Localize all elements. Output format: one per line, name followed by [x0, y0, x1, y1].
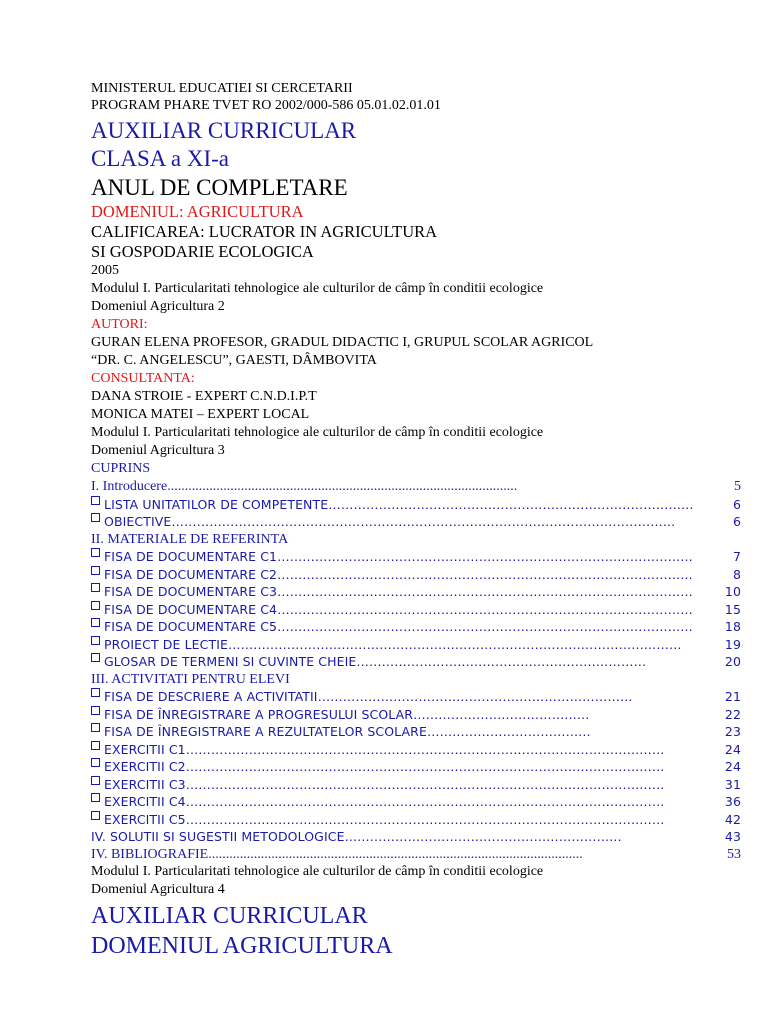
autori-line-2: “DR. C. ANGELESCU”, GAESTI, DÂMBOVITA: [91, 353, 377, 368]
toc-entry-leader: ………………………………………………………………………………………: [277, 601, 693, 617]
running-header-page: Domeniul Agricultura 4: [91, 882, 225, 897]
toc-entry-label: IV. SOLUTII SI SUGESTII METODOLOGICE: [91, 829, 345, 844]
checkbox-square-icon: [91, 706, 100, 715]
toc-entry-label: FISA DE DESCRIERE A ACTIVITATII: [104, 689, 318, 704]
toc-entry-label: PROIECT DE LECTIE: [104, 636, 228, 652]
toc-entry[interactable]: [91, 828, 741, 846]
toc-entry[interactable]: [91, 636, 741, 654]
checkbox-square-icon: [91, 758, 100, 767]
toc-entry-page: 42: [724, 811, 741, 827]
running-header-page: Domeniul Agricultura 3: [91, 443, 225, 458]
toc-entry-leader: …………………………………………………………: [344, 829, 622, 844]
toc-entry[interactable]: [91, 671, 741, 689]
toc-entry-leader: ………………………………………………………………………………………: [277, 566, 693, 582]
toc-entry-label: I. Introducere: [91, 479, 168, 494]
toc-entry[interactable]: [91, 706, 741, 724]
toc-entry-leader: ……………………………………………………………………………………………………: [185, 811, 665, 827]
toc-entry[interactable]: [91, 496, 741, 514]
toc-entry-leader: ……………………………………………………………………………………………………: [185, 741, 665, 757]
toc-entry-label: III. ACTIVITATI PENTRU ELEVI: [91, 671, 290, 687]
toc-entry[interactable]: [91, 688, 741, 706]
title-anul: ANUL DE COMPLETARE: [91, 175, 348, 200]
footer-auxiliar: AUXILIAR CURRICULAR: [91, 903, 368, 929]
title-auxiliar: AUXILIAR CURRICULAR: [91, 118, 357, 143]
toc-entry-leader: ……………………………………………………………………………………………………: [185, 759, 665, 774]
toc-entry-leader: …………………………………: [426, 724, 591, 739]
toc-entry-label: FISA DE DOCUMENTARE C2: [104, 566, 278, 582]
toc-entry-label: OBIECTIVE: [104, 514, 172, 529]
toc-entry-leader: ……………………………………: [413, 706, 590, 722]
toc-entry[interactable]: [91, 478, 741, 496]
running-header-modul: Modulul I. Particularitati tehnologice ale culturilor de câmp în conditii ecologice: [91, 425, 544, 440]
toc-entry[interactable]: [91, 548, 741, 566]
toc-entry-page: 21: [724, 689, 741, 704]
toc-entry-label: EXERCITII C1: [104, 741, 186, 757]
toc-entry[interactable]: [91, 531, 741, 549]
toc-entry-label: FISA DE DOCUMENTARE C1: [104, 549, 278, 564]
toc-entry-label: IV. BIBLIOGRAFIE: [91, 846, 209, 862]
toc-entry-label: FISA DE DOCUMENTARE C5: [104, 619, 278, 634]
toc-entry-page: 20: [724, 654, 741, 669]
checkbox-square-icon: [91, 513, 100, 522]
toc-entry-leader: …………………………………………………………………………………………………………: [171, 514, 676, 529]
toc-entry-page: 18: [724, 619, 741, 634]
toc-entry-label: GLOSAR DE TERMENI SI CUVINTE CHEIE: [104, 654, 357, 669]
toc-entry-page: 22: [724, 706, 741, 722]
title-clasa: CLASA a XI-a: [91, 146, 229, 171]
checkbox-square-icon: [91, 653, 100, 662]
checkbox-square-icon: [91, 636, 100, 645]
toc-entry[interactable]: [91, 618, 741, 636]
document-page: [91, 80, 741, 961]
calificarea-line-2: SI GOSPODARIE ECOLOGICA: [91, 242, 314, 261]
checkbox-square-icon: [91, 618, 100, 627]
autori-heading: AUTORI:: [91, 317, 148, 332]
toc-entry-page: 6: [732, 496, 741, 512]
consultanta-line-2: MONICA MATEI – EXPERT LOCAL: [91, 407, 310, 422]
consultanta-line-1: DANA STROIE - EXPERT C.N.D.I.P.T: [91, 389, 317, 404]
toc-entry[interactable]: [91, 513, 741, 531]
toc-entry-page: 7: [732, 549, 741, 564]
toc-entry-page: 31: [724, 776, 741, 792]
checkbox-square-icon: [91, 776, 100, 785]
toc-entry[interactable]: [91, 758, 741, 776]
toc-entry-page: 19: [724, 636, 741, 652]
domeniul-heading: DOMENIUL: AGRICULTURA: [91, 202, 304, 221]
toc-entry[interactable]: [91, 776, 741, 794]
toc-entry[interactable]: [91, 811, 741, 829]
toc-entry-page: 53: [727, 846, 741, 862]
toc-entry[interactable]: [91, 653, 741, 671]
toc-entry-page: 24: [724, 759, 741, 774]
toc-entry-label: LISTA UNITATILOR DE COMPETENTE: [104, 496, 329, 512]
toc-entry-leader: ………………………………………………………………………………………: [277, 549, 693, 564]
footer-domeniul: DOMENIUL AGRICULTURA: [91, 933, 393, 959]
toc-entry-label: FISA DE ÎNREGISTRARE A PROGRESULUI SCOLAR: [104, 706, 414, 722]
toc-entry-label: II. MATERIALE DE REFERINTA: [91, 531, 289, 547]
toc-entry-page: 5: [734, 479, 741, 494]
autori-line-1: GURAN ELENA PROFESOR, GRADUL DIDACTIC I, GRUPUL SCOLAR AGRICOL: [91, 335, 594, 350]
toc-entry-leader: ………………………………………………………………………………………: [277, 619, 693, 634]
toc-entry-leader: ……………………………………………………………………………………………………: [185, 794, 665, 809]
ministry-line: MINISTERUL EDUCATIEI SI CERCETARII: [91, 81, 353, 96]
checkbox-square-icon: [91, 793, 100, 802]
checkbox-square-icon: [91, 601, 100, 610]
toc-entry-leader: ……………………………………………………………………………: [328, 496, 694, 512]
toc-entry[interactable]: [91, 741, 741, 759]
toc-entry-page: 15: [724, 601, 741, 617]
toc-entry[interactable]: [91, 793, 741, 811]
toc-entry-label: EXERCITII C4: [104, 794, 186, 809]
checkbox-square-icon: [91, 583, 100, 592]
calificarea-line-1: CALIFICAREA: LUCRATOR IN AGRICULTURA: [91, 222, 438, 241]
toc-entry-page: 23: [724, 724, 741, 739]
cuprins-heading: CUPRINS: [91, 461, 151, 476]
toc-entry-leader: ……………………………………………………………: [356, 654, 647, 669]
toc-entry-page: 24: [724, 741, 741, 757]
program-line: PROGRAM PHARE TVET RO 2002/000-586 05.01.02.01.01: [91, 98, 441, 113]
toc-entry-page: 8: [732, 566, 741, 582]
toc-entry-label: EXERCITII C3: [104, 776, 186, 792]
toc-entry-label: FISA DE DOCUMENTARE C3: [104, 584, 278, 599]
toc-entry-page: 6: [732, 514, 741, 529]
table-of-contents: [91, 478, 741, 863]
toc-entry-leader: ………………………………………………………………………………………………: [228, 636, 682, 652]
checkbox-square-icon: [91, 548, 100, 557]
checkbox-square-icon: [91, 811, 100, 820]
year: 2005: [91, 263, 119, 278]
checkbox-square-icon: [91, 496, 100, 505]
running-header-modul: Modulul I. Particularitati tehnologice ale culturilor de câmp în conditii ecologice: [91, 281, 544, 296]
toc-entry-leader: ....................................................................................................: [167, 479, 518, 494]
checkbox-square-icon: [91, 688, 100, 697]
toc-entry[interactable]: [91, 846, 741, 864]
consultanta-heading: CONSULTANTA:: [91, 371, 195, 386]
toc-entry-label: EXERCITII C5: [104, 811, 186, 827]
running-header-modul: Modulul I. Particularitati tehnologice ale culturilor de câmp în conditii ecologice: [91, 864, 544, 879]
toc-entry-label: FISA DE ÎNREGISTRARE A REZULTATELOR SCOLARE: [104, 724, 427, 739]
running-header-page: Domeniul Agricultura 2: [91, 299, 225, 314]
toc-entry-label: EXERCITII C2: [104, 759, 186, 774]
toc-entry-leader: ...........................................................................................................: [208, 846, 583, 862]
checkbox-square-icon: [91, 566, 100, 575]
toc-entry[interactable]: [91, 601, 741, 619]
toc-entry-page: 43: [724, 829, 741, 844]
toc-entry-leader: ………………………………………………………………………………………: [277, 584, 693, 599]
toc-entry-page: 10: [724, 584, 741, 599]
toc-entry-leader: …………………………………………………………………: [317, 689, 633, 704]
toc-entry-leader: ……………………………………………………………………………………………………: [185, 776, 665, 792]
checkbox-square-icon: [91, 723, 100, 732]
toc-entry[interactable]: [91, 566, 741, 584]
toc-entry-label: FISA DE DOCUMENTARE C4: [104, 601, 278, 617]
toc-entry[interactable]: [91, 583, 741, 601]
toc-entry[interactable]: [91, 723, 741, 741]
checkbox-square-icon: [91, 741, 100, 750]
toc-entry-page: 36: [724, 794, 741, 809]
